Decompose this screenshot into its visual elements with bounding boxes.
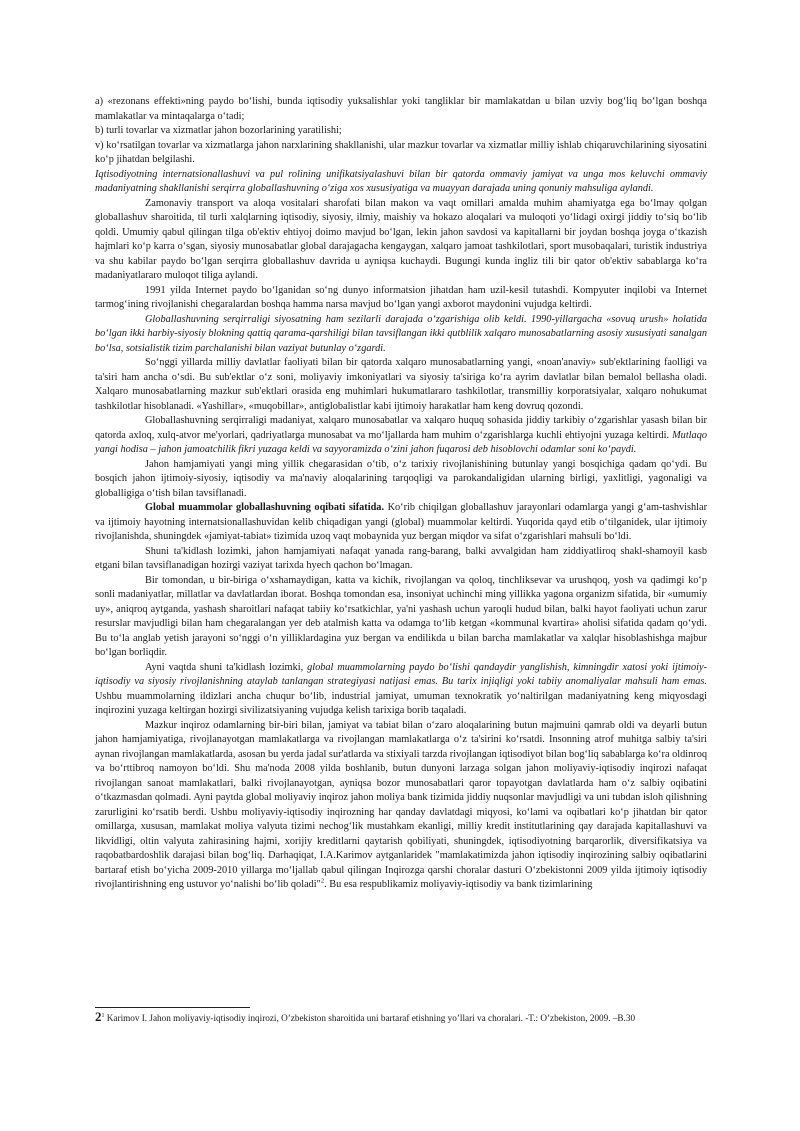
paragraph-15: [95, 719, 707, 893]
paragraph-8: [95, 356, 707, 414]
paragraph-text: Zamonaviy transport va aloqa vositalari sharofati bilan makon va vaqt omillari amalda muhim ahamiyatga ega bo‘lmay qolgan globallashuv sharoitida, til turli xalqlarning iqtisodiy, siyosiy, ilmiy, maishiy va hokazo aloqalari va muloqoti yo‘lidagi oxirgi jiddiy to‘siq bo‘lib qoldi. Umumiy qabul qilingan tilga ob'ektiv ehtiyoj doimo mavjud bo‘lgan, lekin jahon savdosi va kapitallarni bir joydan boshqa joyga o‘tkazish hajmlari ko‘p karra o‘sgan, siyosiy munosabatlar global darajagacha kengaygan, xalqaro jamoat tashkilotlari, sport musobaqalari, turistik industriya va shu kabilar paydo bo‘lgan serqirra globallashuv davrida u ayniqsa kuchaydi. Bugungi kunda ingliz tili bir qator ob'ektiv sabablarga ko‘ra madaniyatlararo muloqot tiliga aylandi.: [95, 197, 707, 281]
paragraph-3: [95, 139, 707, 168]
paragraph-14: [95, 661, 707, 719]
footnote-superscript: 1: [101, 1013, 105, 1019]
footnote-text: Karimov I. Jahon moliyaviy-iqtisodiy inqirozi, O’zbekiston sharoitida uni bartaraf etishning yo’llari va choralari. -T.: O’zbekiston, 2009. –B.30: [104, 1013, 636, 1024]
paragraph-text: Bir tomondan, u bir-biriga o‘xshamaydigan, katta va kichik, rivojlangan va qoloq, tinchliksevar va urushqoq, yosh va qadimgi ko‘p sonli madaniyatlar, millatlar va davlatlardan iborat. Boshqa tomondan esa, insoniyat uchinchi ming yillikka yagona organizm sifatida, bir «umumiy uy», aniqroq aytganda, yashash sharoitlari nafaqat tabiiy ko‘rsatkichlar, ya'ni yashash uchun yaroqli hudud bilan, balki hayot faoliyati uchun zarur resurslar mavjudligi bilan ham chegaralangan yer deb atalmish katta va odamga to‘lib ketgan «kommunal kvartira» aholisi sifatida qadam qo‘ydi. Bu to‘la anglab yetish jarayoni so‘nggi o‘n yilliklardagina yuz bergan va endilikda u bilan barcha mamlakatlar va xalqlar hisoblashishga majbur bo‘lgan borliqdir.: [95, 574, 707, 658]
document-body: [95, 95, 707, 893]
paragraph-1: [95, 95, 707, 124]
paragraph-text: b) turli tovarlar va xizmatlar jahon bozorlarining yaratilishi;: [95, 125, 342, 136]
paragraph-text: Ko‘rib chiqilgan globallashuv jarayonlari odamlarga yangi g‘am-tashvishlar va ijtimoiy hayotning internatsionallashuvidan kelib chiqadigan yangi (global) muammolar keltirdi. Yuqorida qayd etib o‘tilganidek, ular ijtimoiy rivojlanishda, shuningdek «jamiyat-tabiat» tizimida uzoq vaqt mobaynida yuz bergan miqdor va sifat o‘zgarishlari mahsuli bo‘ldi.: [95, 502, 707, 542]
paragraph-4: [95, 168, 707, 197]
footnote-divider: [95, 1007, 250, 1008]
footnote-reference: 2: [320, 877, 325, 885]
paragraph-text: Jahon hamjamiyati yangi ming yillik chegarasidan o‘tib, o‘z tarixiy rivojlanishining butunlay yangi bosqichiga qadam qo‘ydi. Bu bosqich jahon ijtimoiy-siyosiy, iqtisodiy va ma'naviy aloqalarining tarqoqligi va parokandaligidan ularning birligi, yaxlitligi, yagonaligi va globalligiga o‘tish bilan tavsiflanadi.: [95, 458, 707, 499]
paragraph-text: Shuni ta'kidlash lozimki, jahon hamjamiyati nafaqat yanada rang-barang, balki avvalgidan ham ziddiyatliroq shakl-shamoyil kasb etgani bilan tavsiflanadigan hozirgi vaziyat tarixda hyech qachon bo‘lmagan.: [95, 545, 707, 571]
paragraph-text: Globallashuvning serqirraligi madaniyat, xalqaro munosabatlar va xalqaro huquq sohasida jiddiy tarkibiy o‘zgarishlar yasash bilan bir qatorda axloq, xulq-atvor me'yorlari, qadriyatlarga munosabat va mo‘ljallarda ham muhim o‘zgarishlarga kuchli ehtiyojni yuzaga keltirdi.: [95, 415, 707, 441]
paragraph-text: a) «rezonans effekti»ning paydo bo‘lishi, bunda iqtisodiy yuksalishlar yoki tangliklar bir mamlakatdan u bilan uzviy bog‘liq bo‘lgan boshqa mamlakatlar va mintaqalarga o‘tadi;: [95, 96, 707, 122]
paragraph-text: 1991 yilda Internet paydo bo‘lganidan so‘ng dunyo informatsion jihatdan ham uzil-kesil tutashdi. Kompyuter inqilobi va Internet tarmog‘ining rivojlanishi chegaralardan boshqa hamma narsa mavjud bo‘lgan yangi axborot maydonini vujudga keltirdi.: [95, 284, 707, 310]
paragraph-text: Globallashuvning serqirraligi siyosatning ham sezilarli darajada o‘zgarishiga olib keldi. 1990-yillargacha «sovuq urush» holatida bo‘lgan ikki harbiy-siyosiy blokning qattiq qarama-qarshiligi bilan tavsiflangan ikki qutblilik xalqaro munosabatlarning asosiy xususiyati sanalgan bo‘lsa, sotsialistik tizim parchalanishi bilan vaziyat butunlay o‘zgardi.: [95, 313, 707, 354]
paragraph-text: global muammolarning paydo bo‘lishi qandaydir yanglishish, kimningdir xatosi yoki ijtimoiy-iqtisodiy va siyosiy rivojlanishning ataylab tanlangan strategiyasi natijasi emas. Bu tarix injiqligi yoki tabiiy anomaliyalar mahsuli ham emas.: [95, 661, 708, 687]
paragraph-7: [95, 313, 707, 357]
paragraph-text: Ayni vaqtda shuni ta'kidlash lozimki,: [145, 661, 308, 673]
paragraph-text: Mutlaqo yangi hodisa – jahon jamoatchilik fikri yuzaga keldi va sayyoramizda o‘zini jahon fuqarosi deb hisoblovchi odamlar soni ko‘paydi.: [95, 429, 707, 455]
paragraph-11: [95, 501, 707, 545]
paragraph-text: Iqtisodiyotning internatsionallashuvi va pul rolining unifikatsiyalashuvi bilan bir qatorda ommaviy jamiyat va unga mos keluvchi ommaviy madaniyatning shakllanishi serqirra globallashuvning o‘ziga xos xususiyatiga va muayyan darajada uning qonuniy mahsuliga aylandi.: [95, 168, 707, 194]
paragraph-text: . Bu esa respublikamiz moliyaviy-iqtisodiy va bank tizimlarining: [324, 879, 593, 890]
paragraph-10: [95, 458, 707, 502]
paragraph-6: [95, 284, 707, 313]
paragraph-text: Mazkur inqiroz odamlarning bir-biri bilan, jamiyat va tabiat bilan o‘zaro aloqalarining butun majmuini qamrab oldi va deyarli butun jahon hamjamiyatiga, rivojlanayotgan mamlakatlarga va rivojlangan mamlakatlarga o‘z ta'sirini ko‘rsatdi. Insonning atrof muhitga salbiy ta'siri aynan rivojlangan mamlakatlarda, asosan bu yerda jadal sur'atlarda va stixiyali tarzda rivojlangan iqtisodiyot bilan bog‘liq sabablarga ko‘ra oldinroq va bo‘rttibroq namoyon bo‘ldi. Shu ma'noda 2008 yilda boshlanib, butun dunyoni larzaga solgan jahon moliyaviy-iqtisodiy inqirozi nafaqat rivojlangan sanoat mamlakatlari, balki rivojlanayotgan, ayniqsa bozor munosabatlari qaror topayotgan davlatlarda ham o‘z salbiy oqibatini o‘tkazmasdan qolmadi. Ayni paytda global moliyaviy inqiroz jahon moliya bank tizimida jiddiy nuqsonlar mavjudligi va uni tubdan isloh qilishning zarurligini ko‘rsatib berdi. Ushbu moliyaviy-iqtisodiy inqirozning har qanday davlatdagi miqyosi, ko‘lami va oqibatlari ko‘p jihatdan bir qator omillarga, xususan, mamlakat moliya valyuta tizimi nechog‘lik mustahkam ekanligi, milliy kredit institutlarining qay darajada kapitallashuvi va likvidligi, oltin valyuta zahirasining hajmi, xorijiy kreditlarni qaytarish qobiliyati, shuningdek, iqtisodiyotning barqarorlik, diversifikatsiya va raqobatbardoshlik darajasi bilan bog‘liq. Darhaqiqat, I.A.Karimov aytganlaridek "mamlakatimizda jahon iqtisodiy inqirozining salbiy oqibatlarini bartaraf etish bo‘yicha 2009-2010 yillarga mo‘ljallab qabul qilingan Inqirozga qarshi choralar dasturi O‘zbekistonni 2009 yilda ijtimoiy iqtisodiy rivojlantirishning eng ustuvor yo‘nalishi bo‘lib qoladi": [95, 719, 707, 890]
paragraph-12: [95, 545, 707, 574]
footnote-number: 2: [95, 1009, 102, 1025]
paragraph-13: [95, 574, 707, 661]
paragraph-text: So‘nggi yillarda milliy davlatlar faoliyati bilan bir qatorda xalqaro munosabatlarning yangi, «noan'anaviy» sub'ektlarining faolligi va ta'siri ham ancha o‘sdi. Bu sub'ektlar o‘z soni, moliyaviy imkoniyatlari va siyosiy ta'siriga ko‘ra ayrim davlatlar bilan bemalol bellasha oladi. Xalqaro munosabatlarning mazkur sub'ektlari orasida eng muhimlari hukumatlararo tashkilotlar, transmilliy korporatsiyalar, xalqaro nohukumat tashkilotlar hisoblanadi. «Yashillar», «muqobillar», antiglobalistlar kabi ijtimoiy harakatlar ham keng dovruq qozondi.: [95, 357, 707, 412]
paragraph-text: Global muammolar globallashuvning oqibati sifatida.: [145, 502, 388, 513]
paragraph-9: [95, 414, 707, 458]
paragraph-text: Ushbu muammolarning ildizlari ancha chuqur bo‘lib, industrial jamiyat, umuman texnokratik yo‘naltirilgan madaniyatning keng miqyosdagi inqirozini yuzaga keltirgan hozirgi sivilizatsiyaning vujudga kelish tarixiga borib taqaladi.: [95, 690, 707, 716]
paragraph-5: [95, 197, 707, 284]
footnote: [95, 1010, 707, 1025]
paragraph-2: [95, 124, 707, 139]
paragraph-text: v) ko‘rsatilgan tovarlar va xizmatlarga jahon narxlarining shakllanishi, ular mazkur tovarlar va xizmatlar milliy ishlab chiqaruvchilarining siyosatini ko‘p jihatdan belgilashi.: [95, 139, 707, 165]
